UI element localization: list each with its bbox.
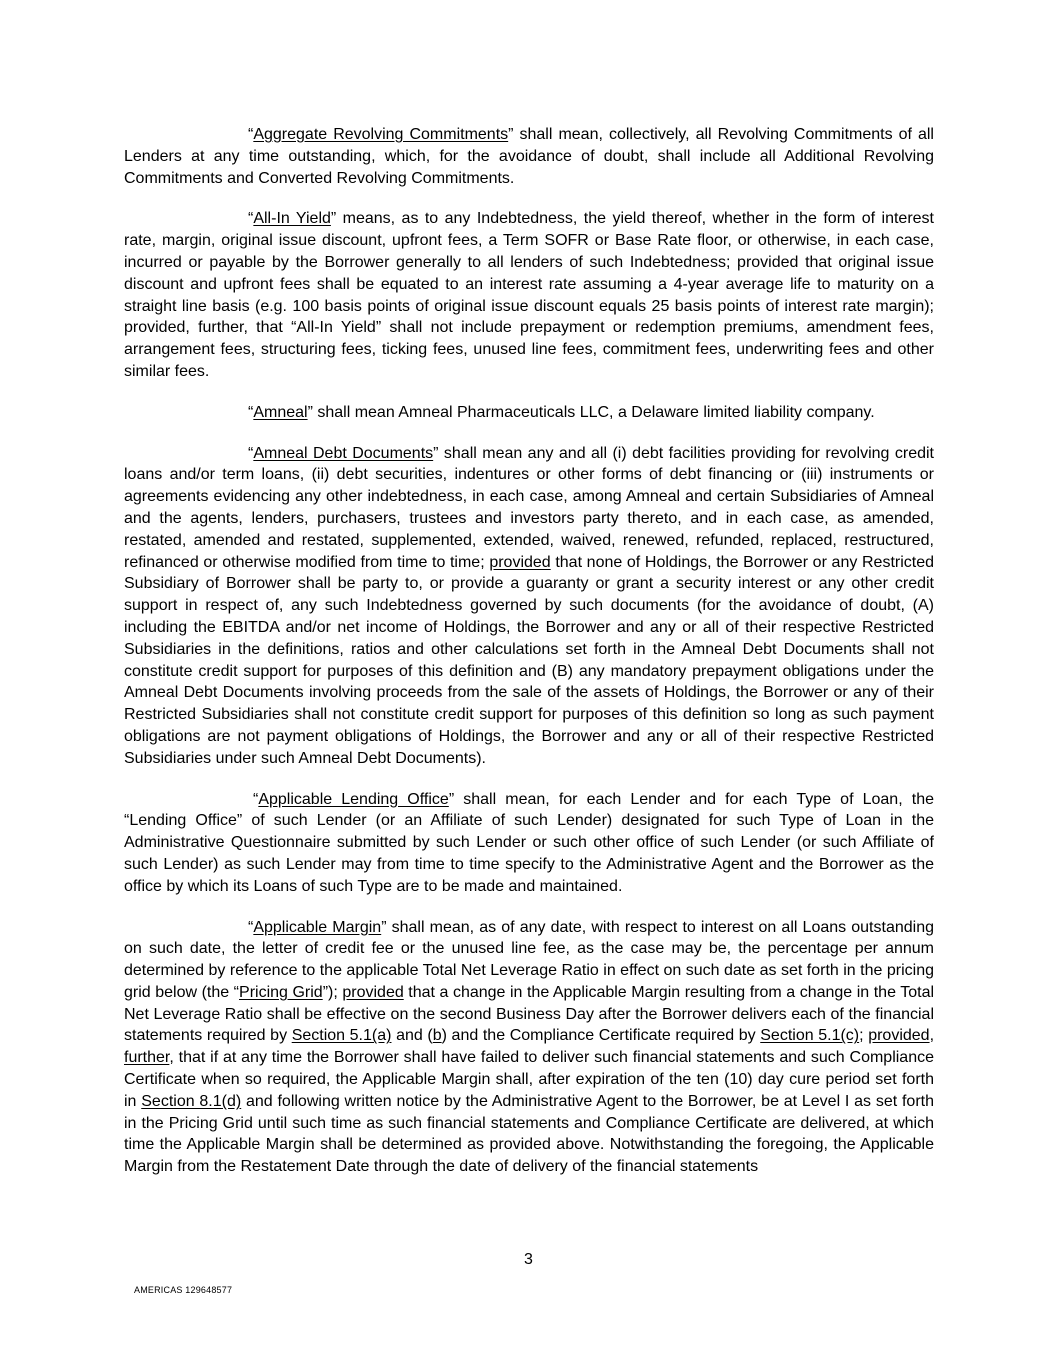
defined-term: Aggregate Revolving Commitments bbox=[253, 126, 509, 143]
underlined-proviso: provided bbox=[489, 553, 551, 571]
definition-applicable-margin: “Applicable Margin” shall mean, as of any date, with respect to interest on all Loans outstanding on such date, the letter of credit fee or the unused line fee, as the case may be, the percentage per annum determined by reference to the applicable Total Net Leverage Ratio in effect on such date as set forth in the pricing grid below (the “Pricing Grid”); provided that a change in the Applicable Margin resulting from a change in the Total Net Leverage Ratio shall be effective on the second Business Day after the Borrower delivers each of the financial statements required by Section 5.1(a) and (b) and the Compliance Certificate required by Section 5.1(c); provided, further, that if at any time the Borrower shall have failed to deliver such financial statements and such Compliance Certificate when so required, the Applicable Margin shall, after expiration of the ten (10) day cure period set forth in Section 8.1(d) and following written notice by the Administrative Agent to the Borrower, be at Level I as set forth in the Pricing Grid until such time as such financial statements and Compliance Certificate are delivered, at which time the Applicable Margin shall be determined as provided above. Notwithstanding the foregoing, the Applicable Margin from the Restatement Date through the date of delivery of the financial statements bbox=[124, 918, 935, 1176]
defined-term: Amneal Debt Documents bbox=[253, 444, 434, 462]
document-id: AMERICAS 129648577 bbox=[134, 1285, 233, 1295]
definition-applicable-lending-office: “Applicable Lending Office” shall mean, for each Lender and for each Type of Loan, the “Lending Office” of such Lender (or an Affiliate of such Lender) designated for such Type of Loan in the Administrative Questionnaire submitted by such Lender or such other office of such Lender (or such Affiliate of such Lender) as such Lender may from time to time specify to the Administrative Agent and the Borrower as the office by which its Loans of such Type are to be made and maintained. bbox=[124, 790, 934, 895]
definition-amneal-debt-documents: “Amneal Debt Documents” shall mean any and all (i) debt facilities providing for revolving credit loans and/or term loans, (ii) debt securities, indentures or other forms of debt financing or (iii) instruments or agreements evidencing any other indebtedness, in each case, among Amneal and certain Subsidiaries of Amneal and the agents, lenders, purchasers, trustees and investors party thereto, and in each case, as amended, restated, amended and restated, supplemented, extended, waived, renewed, refunded, replaced, restructured, refinanced or otherwise modified from time to time; provided that none of Holdings, the Borrower or any Restricted Subsidiary of Borrower shall be party to, or provide a guaranty or grant a security interest or any other credit support in respect of, any such Indebtedness governed by such documents (for the avoidance of doubt, (A) including the EBITDA and/or net income of Holdings, the Borrower and any or all of their respective Restricted Subsidiaries in the definitions, ratios and other calculations set forth in the Amneal Debt Documents shall not constitute credit support for purposes of this definition and (B) any mandatory prepayment obligations under the Amneal Debt Documents involving proceeds from the sale of the assets of Holdings, the Borrower or any of their Restricted Subsidiaries shall not constitute credit support for purposes of this definition so long as such payment obligations are not payment obligations of Holdings, the Borrower and any or all of their respective Restricted Subsidiaries under such Amneal Debt Documents). bbox=[124, 444, 935, 767]
defined-term-inline: Pricing Grid bbox=[239, 983, 323, 1001]
definitions-body bbox=[124, 124, 934, 1197]
underlined-proviso: provided bbox=[342, 983, 404, 1001]
definition-amneal: “Amneal” shall mean Amneal Pharmaceuticals LLC, a Delaware limited liability company. bbox=[248, 403, 875, 421]
definition-all-in-yield: “All-In Yield” means, as to any Indebtedness, the yield thereof, whether in the form of interest rate, margin, original issue discount, upfront fees, a Term SOFR or Base Rate floor, or otherwise, in each case, incurred or payable by the Borrower generally to all lenders of such Indebtedness; provided that original issue discount and upfront fees shall be equated to an interest rate assuming a 4-year average life to maturity on a straight line basis (e.g. 100 basis points of original issue discount equals 25 basis points of interest rate margin); provided, further, that “All-In Yield” shall not include prepayment or redemption premiums, amendment fees, arrangement fees, structuring fees, ticking fees, unused line fees, commitment fees, underwriting fees and other similar fees. bbox=[124, 210, 935, 380]
underlined-proviso: further bbox=[124, 1049, 170, 1067]
definition-aggregate-revolving-commitments: “Aggregate Revolving Commitments” shall mean, collectively, all Revolving Commitments of all Lenders at any time outstanding, which, for the avoidance of doubt, shall include all Additional Revolving Commitments and Converted Revolving Commitments. bbox=[124, 126, 934, 187]
defined-term: Applicable Margin bbox=[253, 918, 382, 936]
underlined-proviso: provided bbox=[868, 1027, 930, 1045]
section-reference: Section 5.1(c) bbox=[760, 1027, 860, 1045]
defined-term: Amneal bbox=[253, 403, 308, 421]
defined-term: All-In Yield bbox=[253, 210, 331, 228]
page-number: 3 bbox=[524, 1251, 533, 1268]
section-reference: Section 8.1(d) bbox=[141, 1092, 242, 1110]
section-reference: Section 5.1(a) bbox=[291, 1027, 392, 1045]
section-reference: b bbox=[432, 1027, 442, 1045]
defined-term: Applicable Lending Office bbox=[258, 790, 449, 808]
